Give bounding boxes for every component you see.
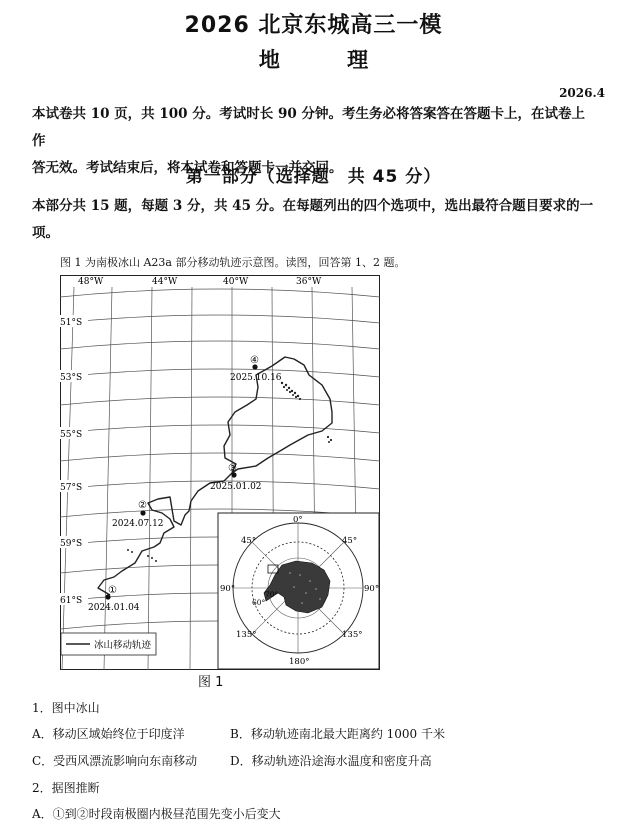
exam-date: 2026.4 [559,86,605,100]
question-1-option-b[interactable]: B．移动轨迹南北最大距离约 1000 千米 [230,727,445,741]
question-2-stem: 2．据图推断 [32,781,100,795]
inset-label: 180° [289,657,310,667]
iceberg-track-map [60,275,380,670]
part1-description [32,193,598,247]
antarctica-inset [218,513,379,669]
inset-label: 0° [293,515,303,525]
inset-label: 60° [252,598,266,607]
point-date: 2024.01.04 [88,603,140,613]
map-legend [61,633,156,655]
question-1-stem: 1．图中冰山 [32,701,100,715]
part1-desc-line-2: 项。 [32,225,59,241]
lat-label: 57°S [60,483,83,493]
instructions-line-2: 答无效。考试结束后，将本试卷和答题卡一并交回。 [32,160,343,176]
point-marker: ② [138,500,147,511]
part1-heading: 第一部分（选择题 共 45 分） [185,167,442,187]
inset-label: 45° [241,536,257,546]
legend-label: 冰山移动轨迹 [94,640,152,651]
inset-label: 90° [364,584,380,594]
point-date: 2025.01.02 [210,482,262,492]
lon-label: 40°W [223,277,249,287]
lon-label: 48°W [78,277,104,287]
lat-label: 53°S [60,373,83,383]
point-marker: ① [108,585,117,596]
question-1-option-a[interactable]: A．移动区域始终位于印度洋 [32,727,185,741]
inset-label: 135° [236,630,257,640]
lat-label: 51°S [60,318,83,328]
exam-title: 2026 北京东城高三一模 [184,13,443,38]
inset-label: 70° [265,590,279,599]
question-1-option-d[interactable]: D．移动轨迹沿途海水温度和密度升高 [230,754,432,768]
lat-label: 61°S [60,596,83,606]
inset-label: 135° [342,630,363,640]
point-marker: ④ [250,355,259,366]
figure-caption: 图 1 [198,675,224,690]
point-marker: ③ [228,463,237,474]
question-2-option-a[interactable]: A．①到②时段南极圈内极昼范围先变小后变大 [32,807,281,821]
inset-label: 90° [220,584,236,594]
lon-label: 36°W [296,277,322,287]
inset-label: 45° [342,536,358,546]
subject-title: 地 理 [258,48,399,72]
lon-label: 44°W [152,277,178,287]
instructions-line-1: 本试卷共 10 页，共 100 分。考试时长 90 分钟。考生务必将答案答在答题卡上，在试卷上作 [32,106,585,149]
figure-intro: 图 1 为南极冰山 A23a 部分移动轨迹示意图。读图，回答第 1、2 题。 [60,256,406,269]
part1-desc-line-1: 本部分共 15 题，每题 3 分，共 45 分。在每题列出的四个选项中，选出最符合题目要求的一 [32,198,594,214]
lat-label: 59°S [60,539,83,549]
point-date: 2025.10.16 [230,373,282,383]
question-1-option-c[interactable]: C．受西风漂流影响向东南移动 [32,754,198,768]
point-date: 2024.07.12 [112,519,164,529]
lat-label: 55°S [60,430,83,440]
